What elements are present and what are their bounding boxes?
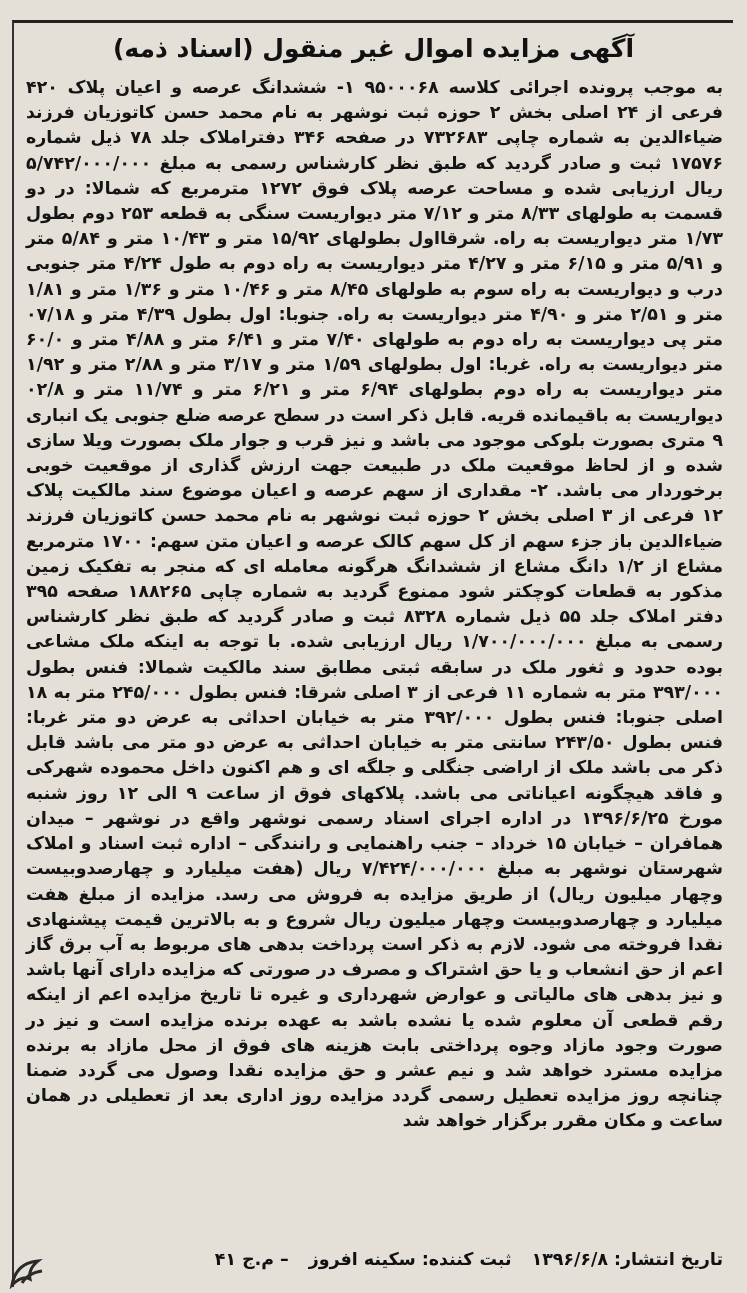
publish-date: تاریخ انتشار: ۱۳۹۶/۶/۸ [531,1250,723,1270]
publisher-logo-icon [8,1257,48,1289]
notice-code: – م.ج ۴۱ [214,1250,289,1270]
notice-body [26,76,723,1135]
notice-title: آگهی مزایده اموال غیر منقول (اسناد ذمه) [112,34,635,63]
notice-footer [30,1250,723,1270]
registrar-name: ثبت کننده: سکینه افروز [308,1250,512,1270]
notice-paragraph: به موجب پرونده اجرائی کلاسه ۹۵۰۰۰۶۸ ۱- ششدانگ عرصه و اعیان پلاک ۴۲۰ فرعی از ۲۴ اصلی بخش ۲ حوزه ثبت نوشهر به نام محمد حسن کاتوزیان فرزند ضیاءالدین به شماره چاپی ۷۳۲۶۸۳ در صفحه ۳۴۶ دفتراملاک جلد ۷۸ ذیل شماره ۱۷۵۷۶ ثبت و صادر گردید که طبق نظر کارشناس رسمی به مبلغ ۵/۷۴۲/۰۰۰/۰۰۰ ریال ارزیابی شده و مساحت عرصه پلاک فوق ۱۲۷۲ مترمربع که شمالا: در دو قسمت به طولهای ۸/۳۳ متر و ۷/۱۲ متر دیواریست سنگی به قطعه ۲۵۳ دوم بطول ۱/۷۳ متر دیواریست به راه. شرقااول بطولهای ۱۵/۹۲ متر و ۱۰/۴۳ متر و ۵/۸۴ متر و ۵/۹۱ متر و ۶/۱۵ متر و ۴/۲۷ متر دیواریست به راه دوم به طول ۴/۲۴ متر جنوبی درب و دیواریست به راه سوم به طولهای ۸/۴۵ متر و ۱۰/۴۶ متر و ۱/۳۶ متر و ۱/۸۱ متر و ۲/۵۱ متر و ۴/۹۰ متر دیواریست به راه. جنوبا: اول بطول ۴/۳۹ متر و ۰۷/۱۸ متر پی دیواریست به راه دوم به طولهای ۷/۴۰ متر و ۶/۴۱ متر و ۴/۸۸ متر و ۶۰/۰ متر دیواریست به راه. غربا: اول بطولهای ۱/۵۹ متر و ۳/۱۷ متر و ۲/۸۸ متر و ۱/۹۲ متر دیواریست به راه دوم بطولهای ۶/۹۴ متر و ۶/۲۱ متر و ۱۱/۷۴ متر و ۰۲/۸ دیواریست به باقیمانده قریه. قابل ذکر است در سطح عرصه ضلع جنوبی یک انباری ۹ متری بصورت بلوکی موجود می باشد و نیز قرب و جوار ملک بصورت ویلا سازی شده و از لحاظ موقعیت ملک در طبیعت جهت ارزش گذاری از موقعیت خوبی برخوردار می باشد. ۲- مقداری از سهم عرصه و اعیان موضوع سند مالکیت پلاک ۱۲ فرعی از ۳ اصلی بخش ۲ حوزه ثبت نوشهر به نام محمد حسن کاتوزیان فرزند ضیاءالدین باز جزء سهم از کل سهم کالک عرصه و اعیان متن سهم: ۱۷۰۰ مترمربع مشاع از ۱/۲ دانگ مشاع از ششدانگ هرگونه معامله ای که منجر به تفکیک زمین مذکور به قطعات کوچکتر شود ممنوع گردید به شماره چاپی ۱۸۸۲۶۵ صفحه ۳۹۵ دفتر املاک جلد ۵۵ ذیل شماره ۸۳۲۸ ثبت و صادر گردید که طبق نظر کارشناس رسمی به مبلغ ۱/۷۰۰/۰۰۰/۰۰۰ ریال ارزیابی شده. با توجه به اینکه ملک مشاعی بوده حدود و ثغور ملک در سابقه ثبتی مطابق سند مالکیت شمالا: فنس بطول ۳۹۳/۰۰۰ متر به شماره ۱۱ فرعی از ۳ اصلی شرقا: فنس بطول ۲۴۵/۰۰۰ متر به ۱۸ اصلی جنوبا: فنس بطول ۳۹۲/۰۰۰ متر به خیابان احداثی به عرض دو متر غربا: فنس بطول ۲۴۳/۵۰ سانتی متر به خیابان احداثی به عرض دو متر می باشد قابل ذکر می باشد ملک از اراضی جنگلی و جلگه ای و هم اکنون داخل محموده شهرکی و فاقد هیچگونه اعیاناتی می باشد. پلاکهای فوق از ساعت ۹ الی ۱۲ روز شنبه مورخ ۱۳۹۶/۶/۲۵ در اداره اجرای اسناد رسمی نوشهر واقع در نوشهر – میدان همافران – خیابان ۱۵ خرداد – جنب راهنمایی و رانندگی – اداره ثبت اسناد و املاک شهرستان نوشهر به مبلغ ۷/۴۲۴/۰۰۰/۰۰۰ ریال (هفت میلیارد و چهارصدوبیست وچهار میلیون ریال) از طریق مزایده به فروش می رسد. مزایده از مبلغ هفت میلیارد و چهارصدوبیست وچهار میلیون ریال شروع و به بالاترین قیمت پیشنهادی نقدا فروخته می شود. لازم به ذکر است پرداخت بدهی های مربوط به آب برق گاز اعم از حق انشعاب و یا حق اشتراک و مصرف در صورتی که مزایده دارای آنها باشد و نیز بدهی های مالیاتی و عوارض شهرداری و غیره تا تاریخ مزایده اعم از اینکه رقم قطعی آن معلوم شده یا نشده باشد به عهده برنده مزایده است و نیز در صورت وجود مازاد وجوه پرداختی بابت هزینه های فوق از محل مازاد به برنده مزایده مسترد خواهد شد و نیم عشر و حق مزایده نقدا وصول می گردد ضمنا چنانچه روز مزایده تعطیل رسمی گردد مزایده روز اداری بعد از تعطیلی در همان ساعت و مکان مقرر برگزار خواهد شد [26,78,724,1132]
